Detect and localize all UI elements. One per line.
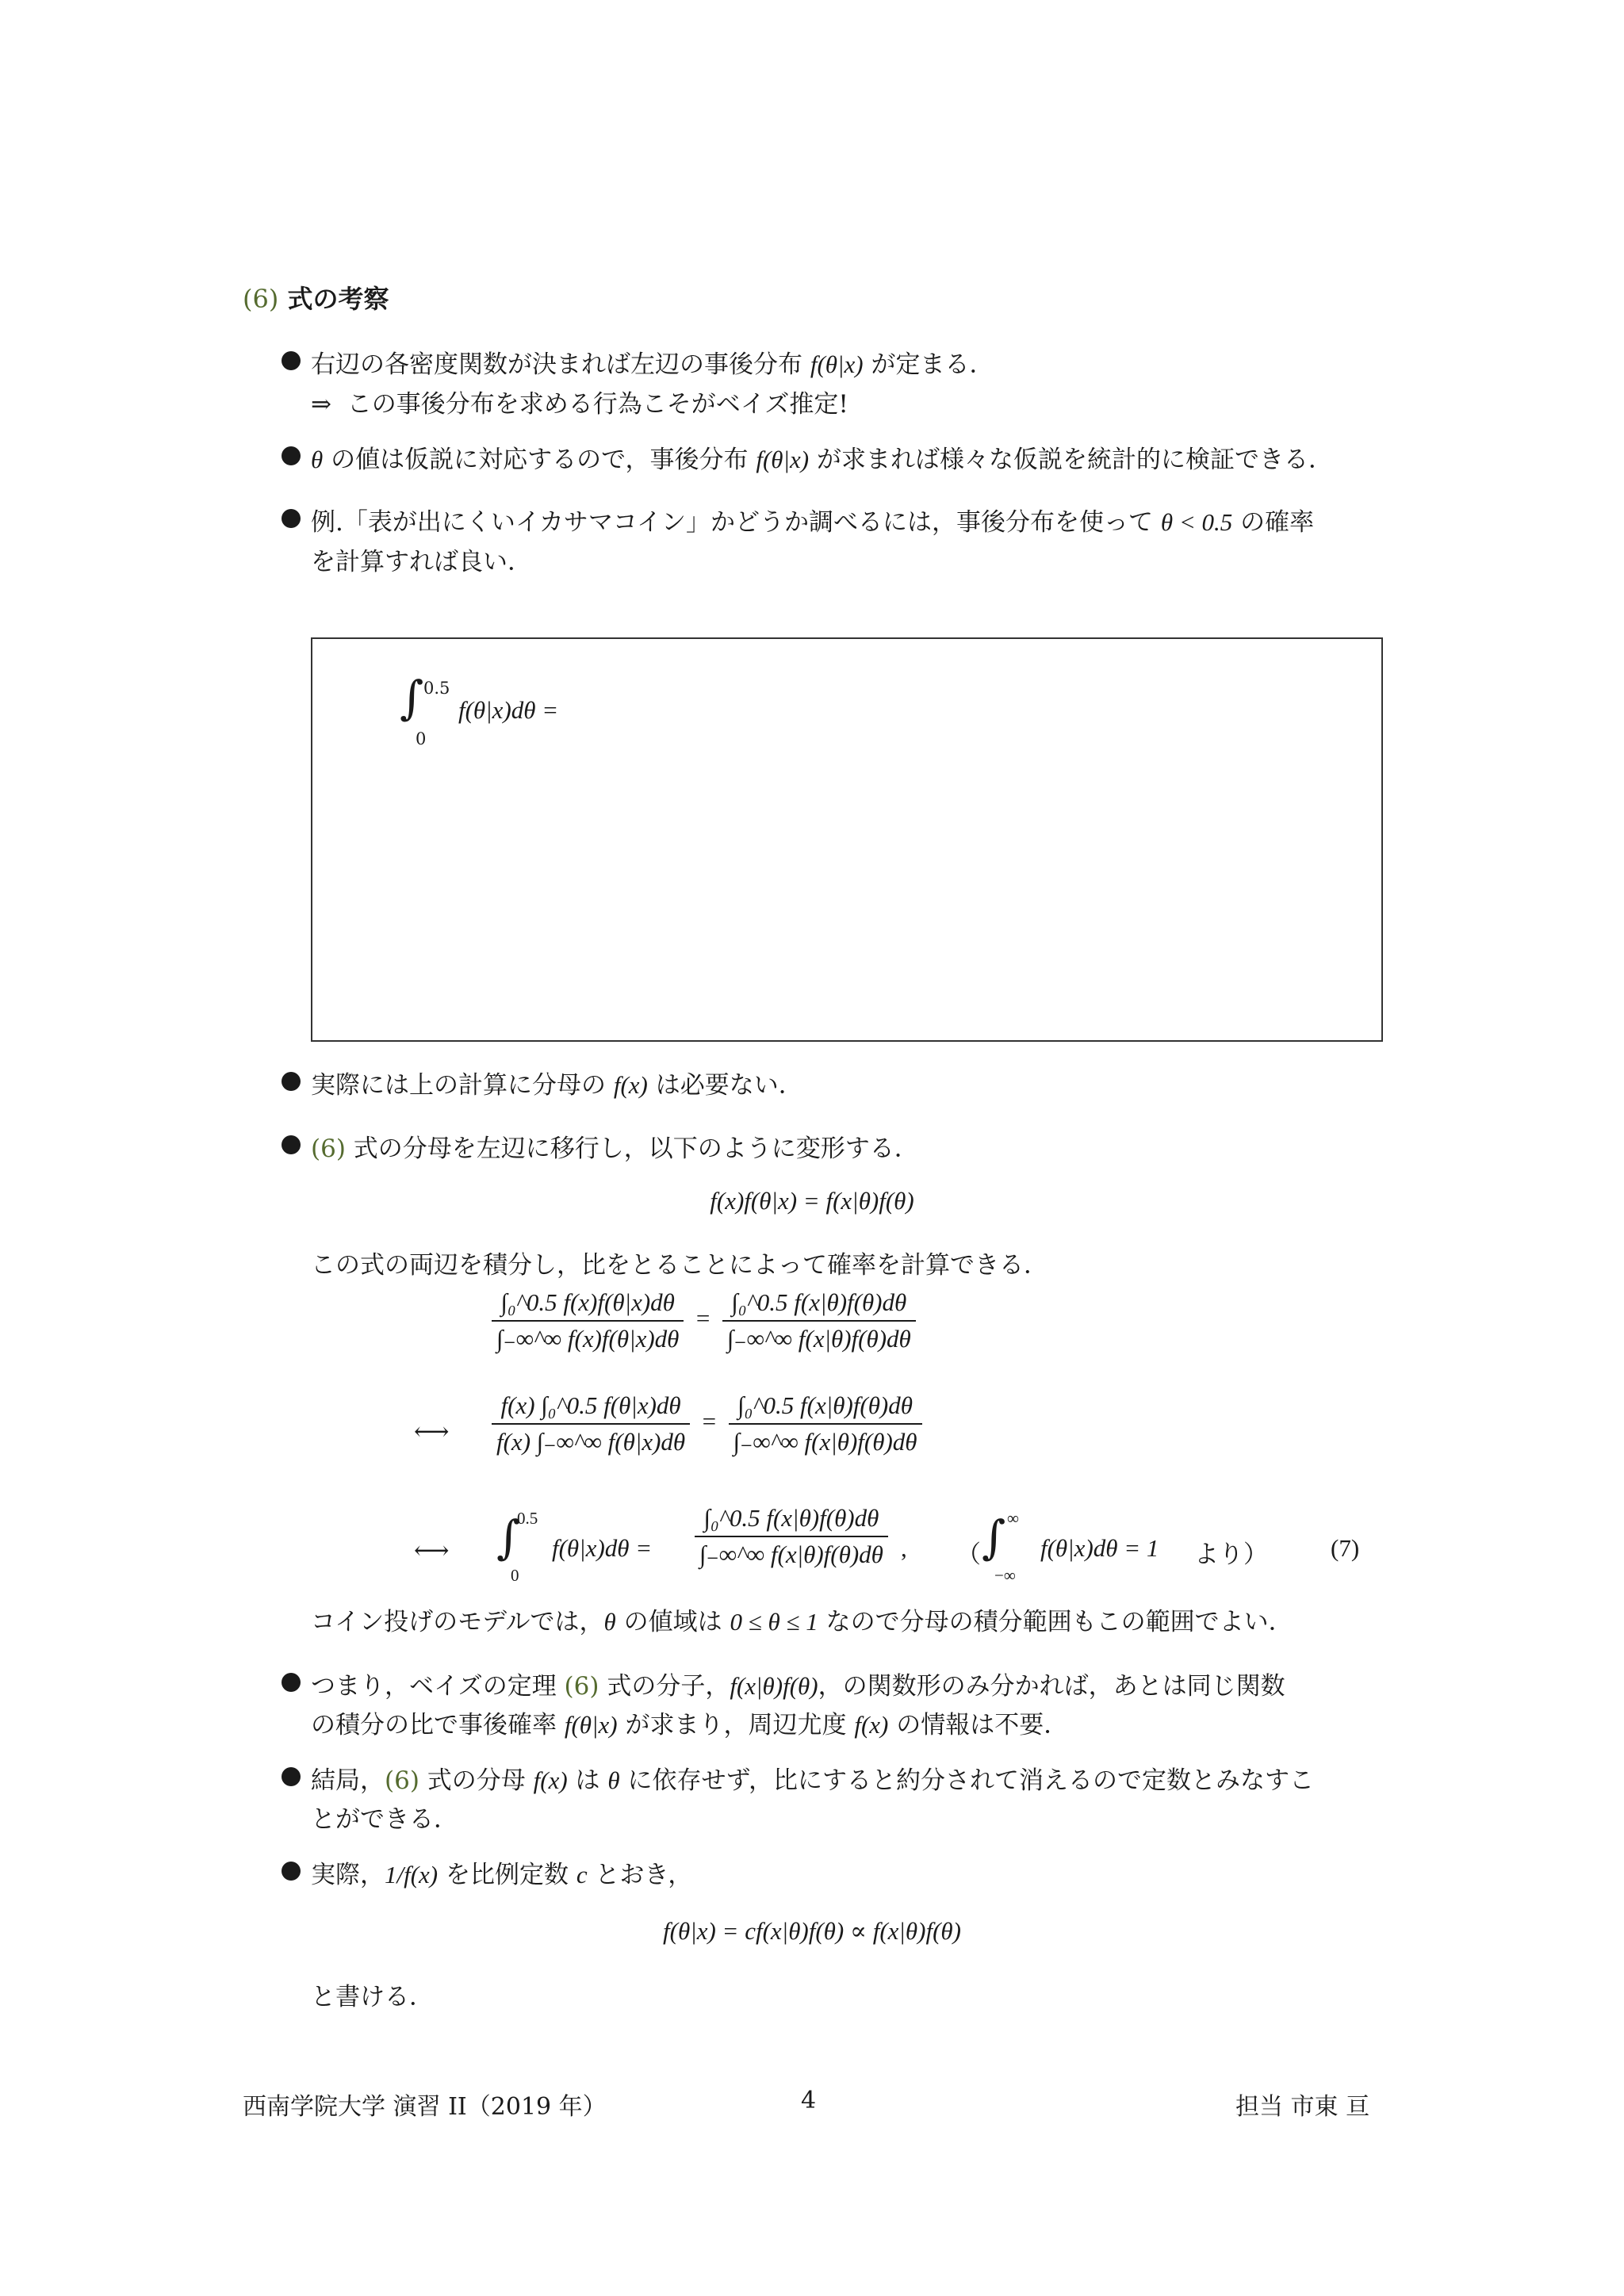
equivalence-arrow: ⟷ xyxy=(414,1536,450,1565)
bullet-dot xyxy=(282,1767,301,1786)
equation-proportional: f(θ|x) = cf(x|θ)f(θ) ∝ f(x|θ)f(θ) xyxy=(663,1917,961,1945)
fraction: $\frac{\text{∫₀\textasciicircum{}0.5 f(x|θ)f(θ)dθ}}{\int_-\infty\^{}\infty f(x|\theta)f(\theta)d\theta}$ xyxy=(729,1391,922,1456)
fraction: $\frac{\text{∫₀\textasciicircum{}0.5 f(x)f(θ|x)dθ}}{\int_-\infty\^{}\infty f(x)f(\theta|x)d\theta}$ xyxy=(492,1288,684,1353)
footer-course: 西南学院大学 演習 II（2019 年） xyxy=(243,2093,607,2121)
bullet-1-line-2: ⇒ この事後分布を求める行為こそがベイズ推定! xyxy=(311,390,848,419)
equation-ratio-2: $\frac{\text{f(x) ∫₀\textasciicircum{}0.5 f(θ|x)dθ}}{f(x) \int_-\infty\^{}\infty f(\theta|x)d\theta}$ = $\frac{\text{∫₀\textasciicircum{}0.5 f(x|θ)f(θ)dθ}}{\int_-\infty\^{}\infty f(x|\theta)f(\theta)d\theta}$ xyxy=(492,1391,922,1456)
paragraph-coin-model: コイン投げのモデルでは，θ の値域は 0 ≤ θ ≤ 1 なので分母の積分範囲もこの範囲でよい． xyxy=(311,1608,1293,1636)
equation-7: ∫ 0.5 0 f(θ|x)dθ = $\frac{\text{∫₀\textasciicircum{}0.5 f(x|θ)f(θ)dθ}}{\int_-\infty\^{}\infty f(x|\theta)f(\theta)d\theta}$ , （ ∫ ∞ −∞ f(θ|x)dθ = 1 より） (7) xyxy=(496,1504,1360,1585)
bullet-1-line-1: 右辺の各密度関数が決まれば左辺の事後分布 f(θ|x) が定まる． xyxy=(311,350,994,379)
integral-sign: ∫ xyxy=(982,1510,1006,1564)
bullet-dot xyxy=(282,1673,301,1692)
section-heading xyxy=(243,279,389,316)
equation-ref[interactable]: (6) xyxy=(243,284,279,314)
bullet-dot xyxy=(282,1135,301,1154)
fraction: $\frac{\text{f(x) ∫₀\textasciicircum{}0.5 f(θ|x)dθ}}{f(x) \int_-\infty\^{}\infty f(\theta|x)d\theta}$ xyxy=(492,1391,690,1456)
equation-bayes: f(x)f(θ|x) = f(x|θ)f(θ) xyxy=(710,1187,914,1215)
bullet-3-line-1: 例.「表が出にくいイカサマコイン」かどうか調べるには，事後分布を使って θ < 0.5 の確率 xyxy=(311,508,1315,537)
bullet-8-line: 実際，1/f(x) を比例定数 c とおき， xyxy=(311,1861,693,1889)
integral-sign: ∫ xyxy=(496,1510,521,1564)
implies-arrow: ⇒ xyxy=(311,390,331,419)
paragraph-integrate: この式の両辺を積分し，比をとることによって確率を計算できる． xyxy=(311,1251,1048,1280)
bullet-dot xyxy=(282,446,301,465)
integral-sign: ∫ xyxy=(400,671,424,725)
equation-ref[interactable]: (6) xyxy=(385,1766,419,1795)
equivalence-arrow: ⟷ xyxy=(414,1418,450,1446)
bullet-dot xyxy=(282,509,301,528)
bullet-dot xyxy=(282,1072,301,1091)
bullet-6-line-1: つまり，ベイズの定理 (6) 式の分子，f(x|θ)f(θ)，の関数形のみ分かれば，あとは同じ関数 xyxy=(311,1672,1285,1701)
bullet-7-line-2: とができる． xyxy=(311,1805,458,1834)
bullet-6-line-2: の積分の比で事後確率 f(θ|x) が求まり，周辺尤度 f(x) の情報は不要． xyxy=(311,1711,1069,1739)
page-number: 4 xyxy=(801,2087,817,2114)
bullet-dot xyxy=(282,351,301,370)
equation-number: (7) xyxy=(1331,1534,1360,1562)
bullet-7-line-1: 結局，(6) 式の分母 f(x) は θ に依存せず，比にすると約分されて消えるので定数とみなすこ xyxy=(311,1766,1314,1795)
equation-ref[interactable]: (6) xyxy=(311,1135,346,1163)
answer-box[interactable] xyxy=(311,637,1383,1042)
bullet-dot xyxy=(282,1862,301,1881)
bullet-3-line-2: を計算すれば良い． xyxy=(311,548,532,576)
box-integral: ∫ 0.5 0 f(θ|x)dθ = xyxy=(400,671,559,748)
bullet-2-line: θ の値は仮説に対応するので，事後分布 f(θ|x) が求まれば様々な仮説を統計的に検証できる． xyxy=(311,446,1333,474)
equation-ref[interactable]: (6) xyxy=(564,1672,599,1701)
fraction: $\frac{\text{∫₀\textasciicircum{}0.5 f(x|θ)f(θ)dθ}}{\int_-\infty\^{}\infty f(x|\theta)f(\theta)d\theta}$ xyxy=(695,1504,888,1569)
footer-instructor: 担当 市東 亘 xyxy=(1235,2093,1370,2121)
paragraph-closing: と書ける． xyxy=(311,1983,434,2011)
bullet-5-line: (6) 式の分母を左辺に移行し，以下のように変形する． xyxy=(311,1135,919,1163)
equation-ratio-1: $\frac{\text{∫₀\textasciicircum{}0.5 f(x)f(θ|x)dθ}}{\int_-\infty\^{}\infty f(x)f(\theta|x)d\theta}$ = $\frac{\text{∫₀\textasciicircum{}0.5 f(x|θ)f(θ)dθ}}{\int_-\infty\^{}\infty f(x|\theta)f(\theta)d\theta}$ xyxy=(492,1288,916,1353)
section-title: 式の考察 xyxy=(278,284,389,314)
fraction: $\frac{\text{∫₀\textasciicircum{}0.5 f(x|θ)f(θ)dθ}}{\int_-\infty\^{}\infty f(x|\theta)f(\theta)d\theta}$ xyxy=(722,1288,916,1353)
bullet-4-line: 実際には上の計算に分母の f(x) は必要ない． xyxy=(311,1071,803,1100)
